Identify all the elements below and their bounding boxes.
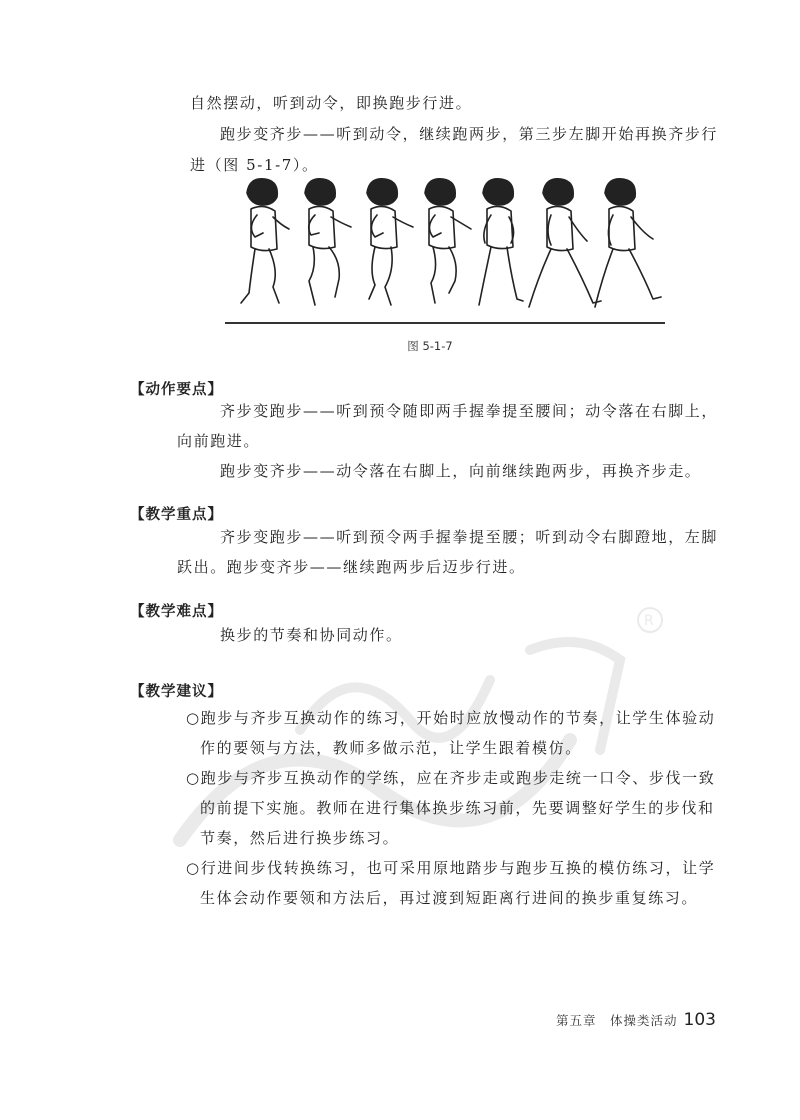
teaching-focus-line-1: 齐步变跑步——听到预令两手握拳提至腰；听到动令右脚蹬地，左脚: [220, 528, 719, 546]
key-points-line-1: 齐步变跑步——听到预令随即两手握拳提至腰间；动令落在右脚上，: [220, 402, 719, 420]
figure-3: [367, 179, 413, 305]
suggestion-3-line-1: ○行进间步伐转换练习，也可采用原地踏步与跑步互换的模仿练习，让学: [186, 859, 716, 877]
suggestion-2-line-2: 的前提下实施。教师在进行集体换步练习前，先要调整好学生的步伐和: [200, 799, 715, 817]
teaching-difficulty-line-1: 换步的节奏和协同动作。: [220, 626, 403, 644]
intro-line-3: 进（图 5-1-7）。: [190, 156, 319, 174]
suggestion-1-line-2: 作的要领与方法，教师多做示范，让学生跟着模仿。: [200, 739, 582, 757]
heading-teaching-difficulty: 【教学难点】: [130, 604, 223, 620]
suggestion-3-line-2: 生体会动作要领和方法后，再过渡到短距离行进间的换步重复练习。: [200, 889, 699, 907]
page-number: 103: [683, 1010, 716, 1030]
figure-2: [305, 179, 351, 305]
figure-5: [479, 179, 523, 305]
key-points-line-3: 跑步变齐步——动令落在右脚上，向前继续跑两步，再换齐步走。: [220, 462, 702, 480]
svg-text:R: R: [644, 613, 654, 629]
chapter-label: 第五章 体操类活动: [556, 1013, 678, 1028]
figure-caption: 图 5-1-7: [407, 339, 453, 353]
page-footer: [556, 1010, 716, 1030]
teaching-focus-line-2: 跃出。跑步变齐步——继续跑两步后迈步行进。: [177, 558, 526, 576]
heading-teaching-focus: 【教学重点】: [130, 507, 223, 523]
step-change-illustration: [225, 175, 665, 330]
suggestion-2-line-3: 节奏，然后进行换步练习。: [200, 829, 400, 847]
figure-6: [529, 179, 601, 307]
heading-key-points: 【动作要点】: [130, 382, 223, 398]
figure-7: [595, 179, 661, 307]
intro-line-2: 跑步变齐步——听到动令，继续跑两步，第三步左脚开始再换齐步行: [220, 125, 719, 143]
key-points-line-2: 向前跑进。: [177, 432, 261, 450]
figure-1: [241, 179, 289, 303]
suggestion-1-line-1: ○跑步与齐步互换动作的练习，开始时应放慢动作的节奏，让学生体验动: [186, 709, 716, 727]
figure-4: [425, 179, 471, 303]
suggestion-2-line-1: ○跑步与齐步互换动作的学练，应在齐步走或跑步走统一口令、步伐一致: [186, 769, 716, 787]
heading-teaching-suggestions: 【教学建议】: [130, 684, 223, 700]
intro-line-1: 自然摆动，听到动令，即换跑步行进。: [190, 94, 473, 112]
